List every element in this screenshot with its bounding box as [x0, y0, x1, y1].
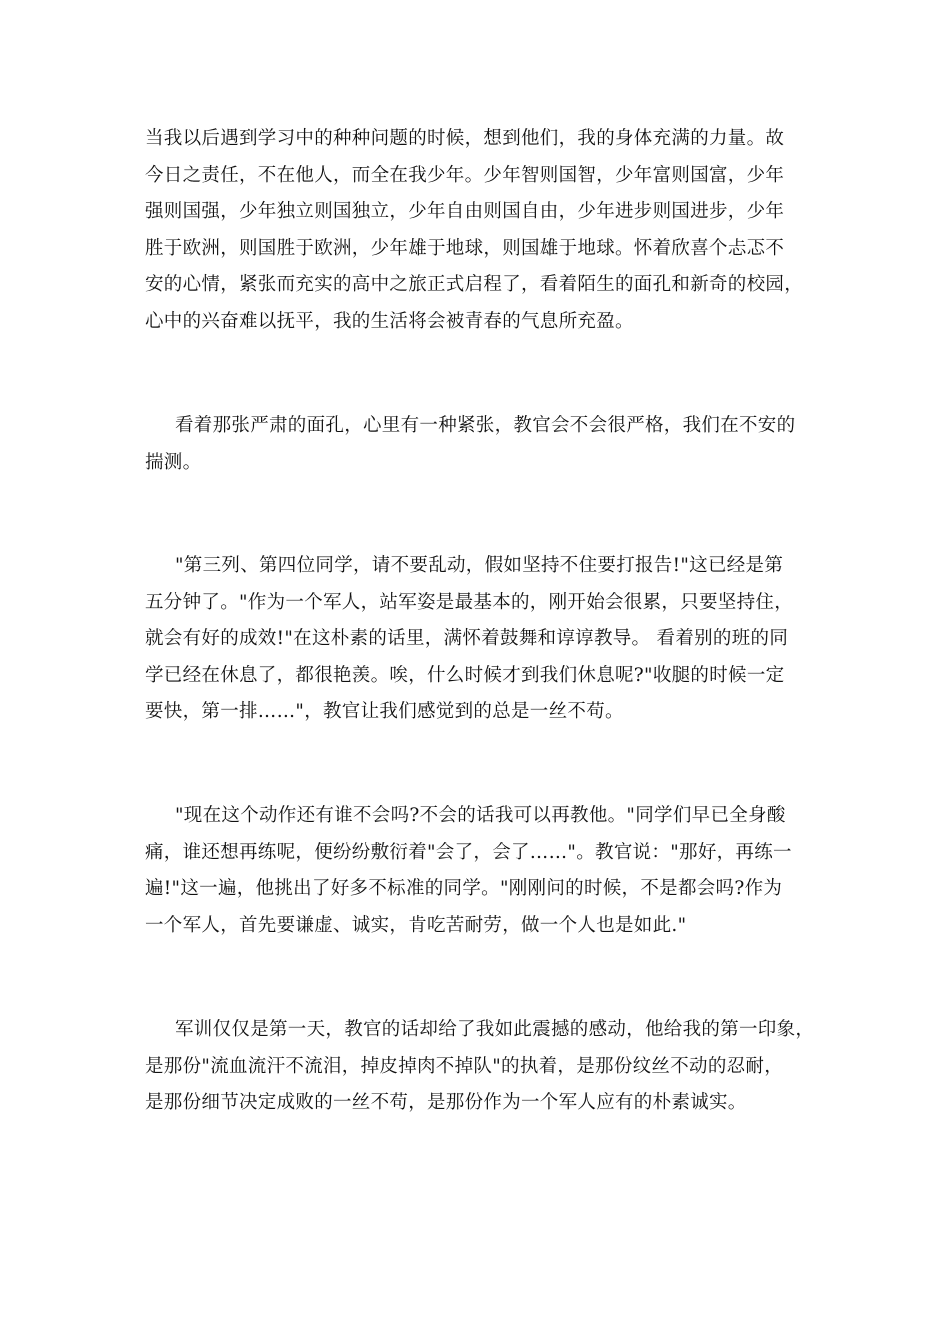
paragraph-line: 心中的兴奋难以抚平，我的生活将会被青春的气息所充盈。	[145, 310, 634, 332]
paragraph-4	[145, 798, 810, 944]
paragraph-line: 是那份细节决定成败的一丝不苟，是那份作为一个军人应有的朴素诚实。	[145, 1092, 747, 1113]
paragraph-line: "第三列、第四位同学，请不要乱动，假如坚持不住要打报告!"这已经是第	[175, 555, 784, 576]
paragraph-line: 一个军人，首先要谦虚、诚实，肯吃苦耐劳，做一个人也是如此."	[145, 914, 687, 936]
paragraph-line: 要快，第一排……"，教官让我们感觉到的总是一丝不苟。	[145, 701, 624, 722]
paragraph-line: 安的心情，紧张而充实的高中之旅正式启程了，看着陌生的面孔和新奇的校园，	[145, 274, 804, 295]
paragraph-line: 胜于欧洲，则国胜于欧洲，少年雄于地球，则国雄于地球。怀着欣喜个忐忑不	[145, 237, 785, 259]
paragraph-line: 揣测。	[145, 451, 202, 473]
paragraph-2	[145, 408, 810, 481]
paragraph-line: 军训仅仅是第一天，教官的话却给了我如此震撼的感动，他给我的第一印象，	[175, 1019, 815, 1040]
paragraph-line: 就会有好的成效!"在这朴素的话里，满怀着鼓舞和谆谆教导。 看着别的班的同	[145, 628, 789, 649]
paragraph-line: 强则国强，少年独立则国独立，少年自由则国自由，少年进步则国进步，少年	[145, 201, 785, 222]
paragraph-line: 学已经在休息了，都很艳羡。唉，什么时候才到我们休息呢?"收腿的时候一定	[145, 664, 785, 686]
paragraph-line: 今日之责任，不在他人，而全在我少年。少年智则国智，少年富则国富，少年	[145, 164, 785, 186]
paragraph-line: 是那份"流血流汗不流泪，掉皮掉肉不掉队"的执着，是那份纹丝不动的忍耐，	[145, 1055, 784, 1077]
paragraph-1	[145, 121, 810, 340]
paragraph-line: 五分钟了。"作为一个军人，站军姿是最基本的，刚开始会很累，只要坚持住，	[145, 591, 794, 613]
paragraph-line: 看着那张严肃的面孔，心里有一种紧张，教官会不会很严格，我们在不安的	[175, 415, 796, 436]
paragraph-3	[145, 548, 810, 731]
paragraph-line: 遍!"这一遍，他挑出了好多不标准的同学。"刚刚问的时候，不是都会吗?作为	[145, 878, 783, 899]
paragraph-line: 痛，谁还想再练呢，便纷纷敷衍着"会了，会了……"。教官说："那好，再练一	[145, 841, 792, 863]
paragraph-5	[145, 1012, 815, 1122]
paragraph-line: "现在这个动作还有谁不会吗?不会的话我可以再教他。"同学们早已全身酸	[175, 805, 786, 826]
paragraph-line: 当我以后遇到学习中的种种问题的时候，想到他们，我的身体充满的力量。故	[145, 128, 785, 149]
